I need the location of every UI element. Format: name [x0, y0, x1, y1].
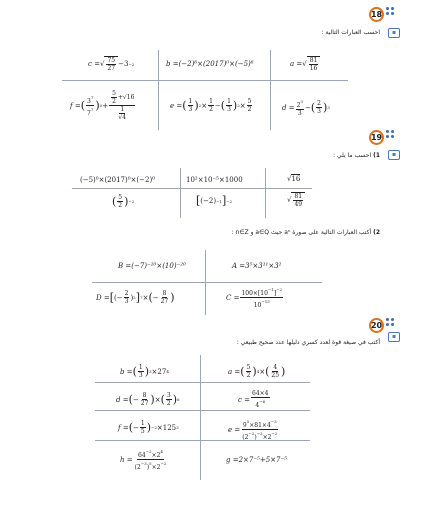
exercise-number-badge: 19	[369, 130, 384, 145]
table-line	[270, 50, 271, 130]
expression-20-d: d = ( − $\frac{8}{27}$ ) × ( $\frac{3}{2}$ ) 6	[116, 392, 180, 407]
table-line	[62, 80, 348, 81]
dots-icon	[386, 318, 395, 327]
dots-icon	[386, 130, 395, 139]
expression-C: C = $\frac{100\times[10^{-1}]^{-2}}{10^{-15}}$	[226, 287, 283, 309]
expression-20-h: h = $\frac{64^{-2}\times 2^4}{(2^{-3})^5\times 2^{-2}}$	[120, 449, 167, 471]
expression-19-5: [ (−2) −1 ] −2	[196, 194, 233, 207]
table-line	[92, 282, 322, 283]
expression-20-e: e = $\frac{9^5\times 81\times 4^{-3}}{(2^{-2})^{-3}\times 2^{-2}}$	[228, 419, 278, 441]
calculator-icon: ▪	[388, 332, 400, 342]
expression-20-a: a = ( $\frac{5}{2}$ ) 4 × ( $\frac{4}{25}$ )	[228, 364, 286, 379]
table-line	[180, 168, 181, 218]
exercise-instruction: احسب العبارات التالية :	[321, 29, 380, 36]
exercise-instruction: 2) أكتب العبارات التالية على صورة aⁿ حيث a∈Q و n∈Z :	[231, 229, 380, 236]
expression-B: B =(−7)⁻²⁰×(10)⁻²⁰	[118, 262, 186, 270]
dots-icon	[386, 7, 395, 16]
expression-19-1: (−5)⁰×(2017)⁰×(−2)⁰	[80, 176, 155, 184]
expression-19-2: 10²×10⁻⁵×1000	[186, 176, 243, 184]
table-line	[200, 355, 201, 480]
exercise-number-badge: 20	[369, 318, 384, 333]
expression-20-f: f = ( − $\frac{1}{5}$ ) −2 ×125 3	[118, 420, 179, 435]
expression-b: b =(−2)⁶×(2017)⁰×(−5)⁶	[166, 60, 254, 68]
expression-19-6: √ $\frac{81}{49}$	[287, 192, 305, 208]
expression-D: D = [ (− $\frac{2}{3}$ ) 2 ] 7 × ( − $\frac{8}{27}$ )	[96, 290, 175, 305]
expression-19-4: ( $\frac{5}{2}$ ) −2	[112, 194, 135, 209]
expression-d: d = $\frac{2^3}{3}$ − ( $\frac{2}{3}$ ) 3	[282, 99, 330, 117]
expression-c: c = √ $\frac{75}{27}$ −3 −2	[88, 57, 135, 72]
table-line	[158, 50, 159, 130]
expression-20-b: b = ( $\frac{1}{3}$ ) 3 ×27 4	[120, 364, 169, 379]
exercise-instruction: 1) احسب ما يلي :	[333, 152, 380, 159]
calculator-icon: ▪	[388, 150, 400, 160]
expression-20-c: c = $\frac{64\times 4}{4^{-6}}$	[238, 390, 269, 409]
table-line	[205, 250, 206, 315]
table-line	[95, 410, 310, 411]
expression-a: a = √ $\frac{81}{16}$	[290, 56, 320, 72]
exercise-instruction: أكتب في صيغة قوة لعدد كسري دليلها عدد صحيح طبيعي :	[236, 339, 380, 346]
table-line	[95, 382, 310, 383]
table-line	[265, 168, 266, 218]
expression-f: f = ( $\frac{3^7}{7^7}$ ) 0 + $\frac{5}{2}$ +√16 $\frac{1}{√4}$	[70, 90, 135, 121]
table-line	[72, 188, 312, 189]
expression-A: A =3⁵×3¹¹×3²	[232, 262, 282, 270]
calculator-icon: ▪	[388, 28, 400, 38]
exercise-number-badge: 18	[369, 7, 384, 22]
expression-20-g: g =2×7⁻⁵+5×7⁻⁵	[226, 456, 287, 464]
expression-e: e = ( $\frac{1}{3}$ ) 2 × $\frac{1}{2}$ − ( $\frac{1}{3}$ ) 2 × $\frac{5}{2}$	[170, 98, 252, 113]
expression-19-3: √ 16	[287, 174, 301, 183]
